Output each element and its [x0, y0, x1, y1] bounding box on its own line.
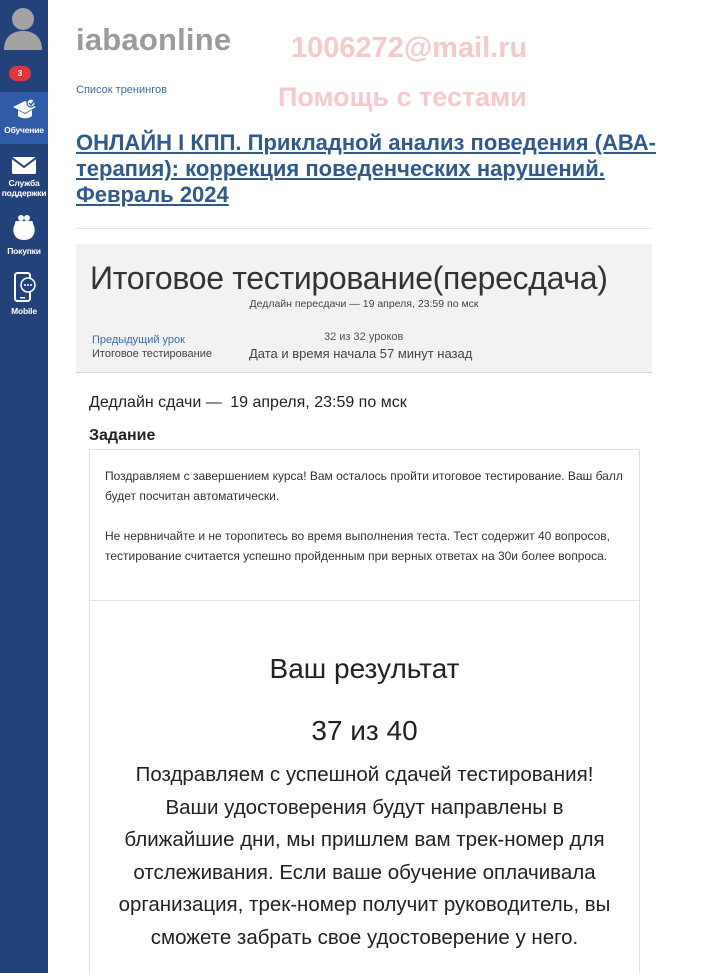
envelope-icon — [10, 154, 38, 176]
lesson-deadline: Дедлайн пересдачи — 19 апреля, 23:59 по мск — [249, 298, 479, 310]
sidebar-item-mobile[interactable] — [0, 270, 48, 320]
sidebar-item-support[interactable] — [0, 150, 48, 208]
watermark-email: 1006272@mail.ru — [291, 32, 528, 64]
task-paragraph: Не нервничайте и не торопитесь во время выполнения теста. Тест содержит 40 вопросов, тестирование считается успешно пройденным при верных ответах на 30и более вопроса. — [105, 529, 610, 563]
graduation-cap-icon — [11, 97, 37, 123]
user-icon — [3, 4, 43, 50]
sidebar — [0, 0, 48, 973]
sidebar-item-learning[interactable] — [0, 92, 48, 144]
lesson-progress: 32 из 32 уроков — [324, 331, 404, 343]
sidebar-item-label: Покупки — [7, 246, 41, 256]
task-box — [89, 449, 640, 973]
previous-lesson-name: Итоговое тестирование — [92, 348, 212, 360]
lesson-header-panel — [76, 244, 652, 372]
divider — [90, 600, 639, 601]
notification-badge: 3 — [9, 66, 31, 81]
result-score: 37 из 40 — [311, 715, 418, 746]
sidebar-item-label: Mobile — [11, 306, 37, 316]
breadcrumb-trainings-list[interactable]: Список тренингов — [76, 84, 167, 96]
assignment-deadline — [89, 394, 407, 412]
task-heading: Задание — [89, 427, 156, 444]
coin-purse-icon — [10, 214, 38, 244]
course-title-link[interactable]: ОНЛАЙН І КПП. Прикладной анализ поведения (АВА-терапия): коррекция поведенческих нарушений. Февраль 2024 — [76, 130, 656, 207]
deadline-value: 19 апреля, 23:59 по мск — [230, 394, 407, 411]
deadline-label: Дедлайн сдачи — — [89, 394, 222, 411]
result-message: Поздравляем с успешной сдачей тестирования! Ваши удостоверения будут направлены в ближайшие дни, мы пришлем вам трек-номер для отслеживания. Если ваше обучение оплачивала организация, трек-номер получит руководитель, вы сможете забрать свое удостоверение у него. — [118, 763, 611, 949]
mobile-phone-icon — [10, 272, 38, 304]
divider — [76, 372, 652, 373]
sidebar-item-label: Обучение — [4, 125, 44, 135]
divider — [76, 228, 651, 229]
task-paragraph: Поздравляем с завершением курса! Вам осталось пройти итоговое тестирование. Ваш балл будет посчитан автоматически. — [105, 469, 623, 503]
previous-lesson-link[interactable]: Предыдущий урок — [92, 334, 185, 346]
task-description — [105, 466, 630, 566]
start-time-info: Дата и время начала 57 минут назад — [249, 346, 473, 361]
site-logo[interactable]: iabaonline — [76, 22, 232, 57]
avatar[interactable] — [3, 4, 43, 50]
watermark-help: Помощь с тестами — [278, 82, 527, 112]
sidebar-item-label: Служба поддержки — [1, 178, 47, 198]
lesson-title: Итоговое тестирование(пересдача) — [90, 260, 608, 296]
result-title: Ваш результат — [269, 653, 460, 684]
sidebar-item-purchases[interactable] — [0, 212, 48, 262]
